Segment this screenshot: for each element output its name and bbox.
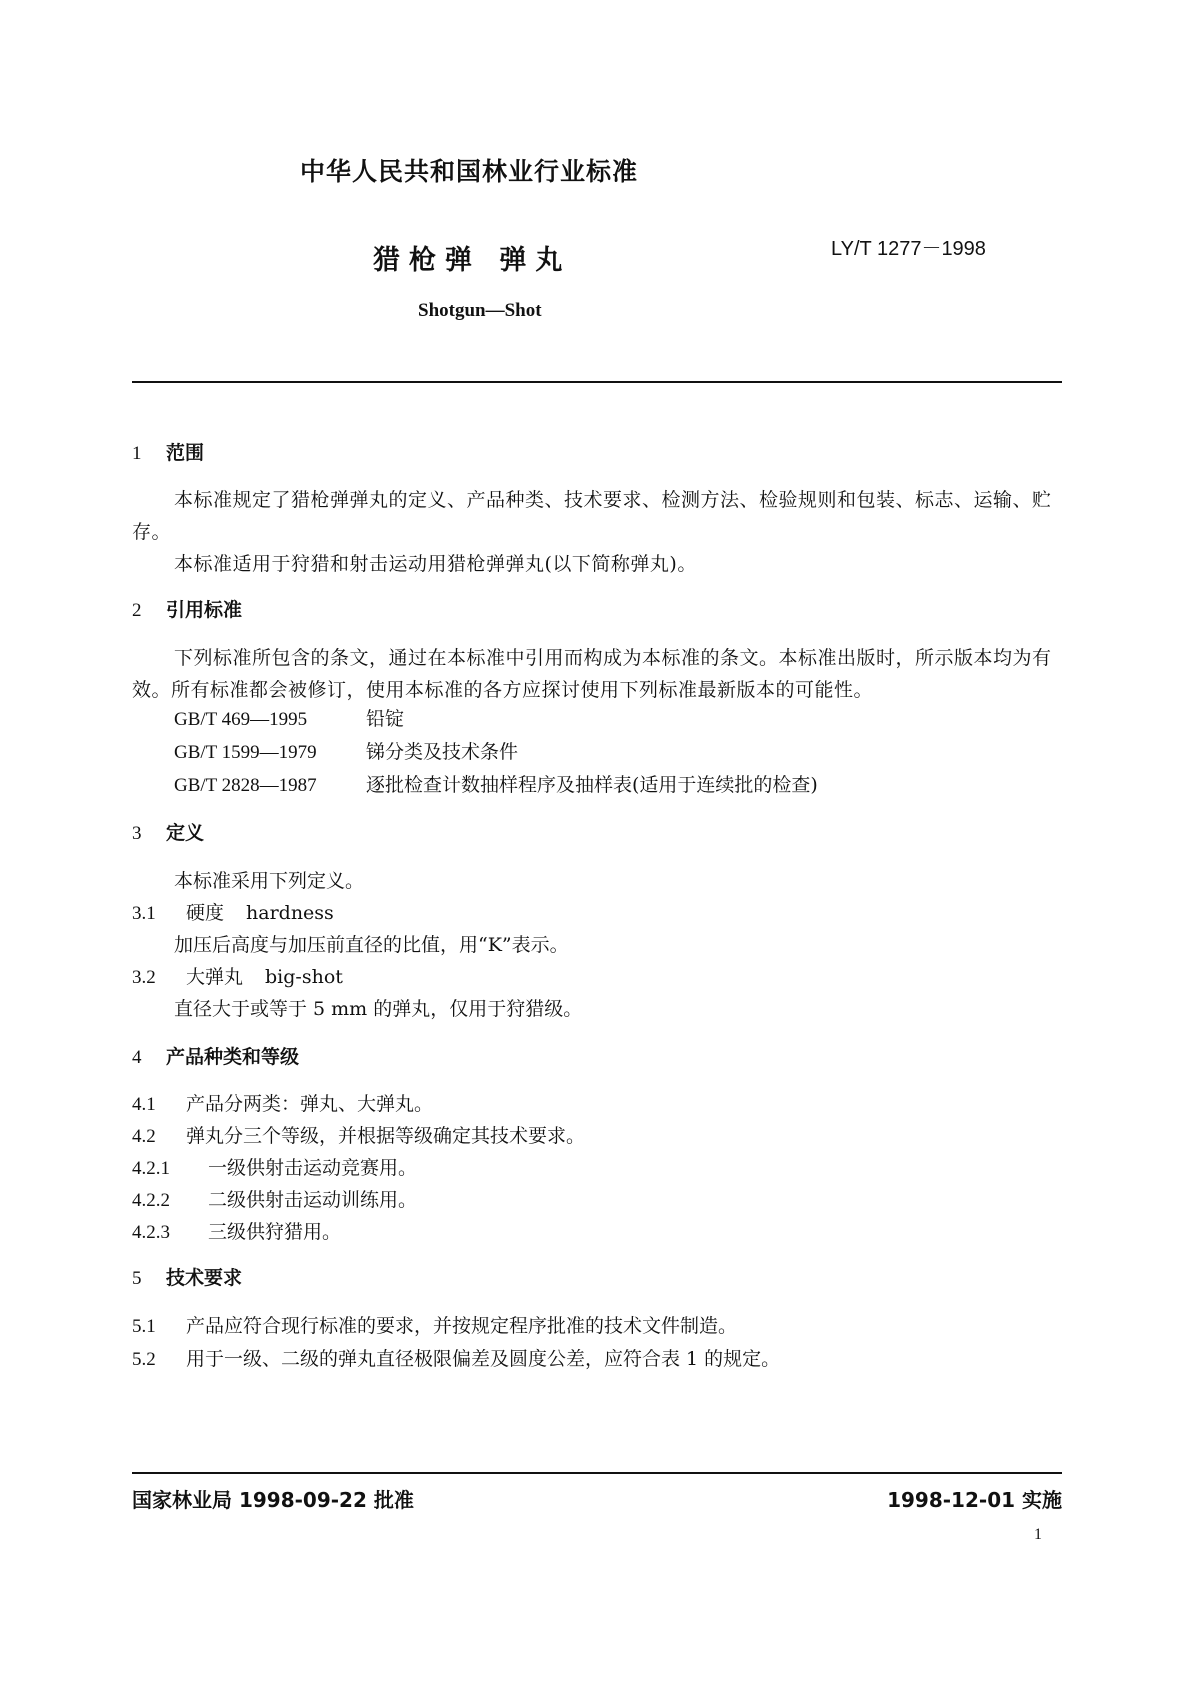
- section-number: 2: [132, 600, 142, 621]
- reference-code: GB/T 2828—1987: [174, 775, 317, 796]
- section-number: 5: [132, 1268, 142, 1289]
- approval-date: 国家林业局 1998-09-22 批准: [132, 1488, 414, 1512]
- reference-standard-1: [174, 702, 404, 737]
- footer-divider: [132, 1472, 1062, 1474]
- clause-number: 5.1: [132, 1316, 156, 1337]
- clause-number: 3.1: [132, 903, 156, 924]
- clause-4-1: [132, 1087, 433, 1122]
- clause-4-2-1: [132, 1151, 417, 1186]
- clause-number: 3.2: [132, 967, 156, 988]
- clause-text: 一级供射击运动竞赛用。: [208, 1157, 418, 1179]
- clause-number: 4.1: [132, 1094, 156, 1115]
- reference-standard-2: [174, 735, 518, 770]
- clause-4-2-3: [132, 1215, 341, 1250]
- clause-number: 5.2: [132, 1349, 156, 1370]
- definition-term: 硬度: [186, 902, 225, 924]
- clause-text: 产品应符合现行标准的要求，并按规定程序批准的技术文件制造。: [186, 1315, 738, 1337]
- definition-hardness: [132, 896, 334, 931]
- clause-5-2: [132, 1342, 780, 1377]
- reference-code: GB/T 469—1995: [174, 709, 308, 730]
- definition-english-term: hardness: [246, 902, 334, 924]
- reference-name: 逐批检查计数抽样程序及抽样表(适用于连续批的检查): [366, 774, 818, 796]
- definition-hardness-description: 加压后高度与加压前直径的比值，用“K”表示。: [174, 934, 569, 956]
- section-title: 定义: [166, 822, 205, 844]
- section-4-heading: [132, 1042, 299, 1069]
- clause-text: 二级供射击运动训练用。: [208, 1189, 418, 1211]
- section-1-paragraph-1: 本标准规定了猎枪弹弹丸的定义、产品种类、技术要求、检测方法、检验规则和包装、标志、运输、贮存。: [132, 489, 1052, 543]
- section-2-paragraph-1: 下列标准所包含的条文，通过在本标准中引用而构成为本标准的条文。本标准出版时，所示版本均为有效。所有标准都会被修订，使用本标准的各方应探讨使用下列标准最新版本的可能性。: [132, 647, 1052, 701]
- reference-code: GB/T 1599—1979: [174, 742, 317, 763]
- section-title: 引用标准: [166, 599, 243, 621]
- section-title: 范围: [166, 442, 205, 464]
- section-2-heading: [132, 595, 242, 622]
- section-number: 3: [132, 823, 142, 844]
- header-divider: [132, 381, 1062, 383]
- standard-code: LY/T 1277－1998: [831, 238, 986, 260]
- section-3-intro: 本标准采用下列定义。: [174, 870, 365, 892]
- clause-text: 三级供狩猎用。: [208, 1221, 342, 1243]
- clause-5-1: [132, 1309, 737, 1344]
- english-title: Shotgun—Shot: [418, 300, 542, 321]
- definition-term: 大弹丸: [186, 966, 244, 988]
- clause-text: 产品分两类：弹丸、大弹丸。: [186, 1093, 434, 1115]
- section-title: 产品种类和等级: [166, 1046, 300, 1068]
- definition-english-term: big-shot: [265, 966, 343, 988]
- issuing-body-title: 中华人民共和国林业行业标准: [300, 157, 639, 186]
- document-title: 猎枪弹 弹丸: [373, 245, 572, 276]
- clause-number: 4.2.2: [132, 1190, 170, 1211]
- clause-4-2: [132, 1119, 585, 1154]
- reference-name: 铅锭: [366, 708, 405, 730]
- definition-big-shot-description: 直径大于或等于 5 mm 的弹丸，仅用于狩猎级。: [174, 998, 583, 1020]
- reference-name: 锑分类及技术条件: [366, 741, 519, 763]
- clause-number: 4.2.1: [132, 1158, 170, 1179]
- reference-standard-3: [174, 768, 818, 803]
- section-3-heading: [132, 818, 204, 845]
- page-number: 1: [1034, 1526, 1042, 1543]
- section-title: 技术要求: [166, 1267, 243, 1289]
- section-1-heading: [132, 438, 204, 465]
- clause-number: 4.2: [132, 1126, 156, 1147]
- clause-4-2-2: [132, 1183, 417, 1218]
- clause-number: 4.2.3: [132, 1222, 170, 1243]
- section-1-paragraph-2: 本标准适用于狩猎和射击运动用猎枪弹弹丸(以下简称弹丸)。: [174, 553, 697, 575]
- section-number: 4: [132, 1047, 142, 1068]
- clause-text: 弹丸分三个等级，并根据等级确定其技术要求。: [186, 1125, 586, 1147]
- section-number: 1: [132, 443, 142, 464]
- effective-date: 1998-12-01 实施: [887, 1488, 1062, 1512]
- definition-big-shot: [132, 960, 343, 995]
- section-5-heading: [132, 1263, 242, 1290]
- clause-text: 用于一级、二级的弹丸直径极限偏差及圆度公差，应符合表 1 的规定。: [186, 1348, 781, 1370]
